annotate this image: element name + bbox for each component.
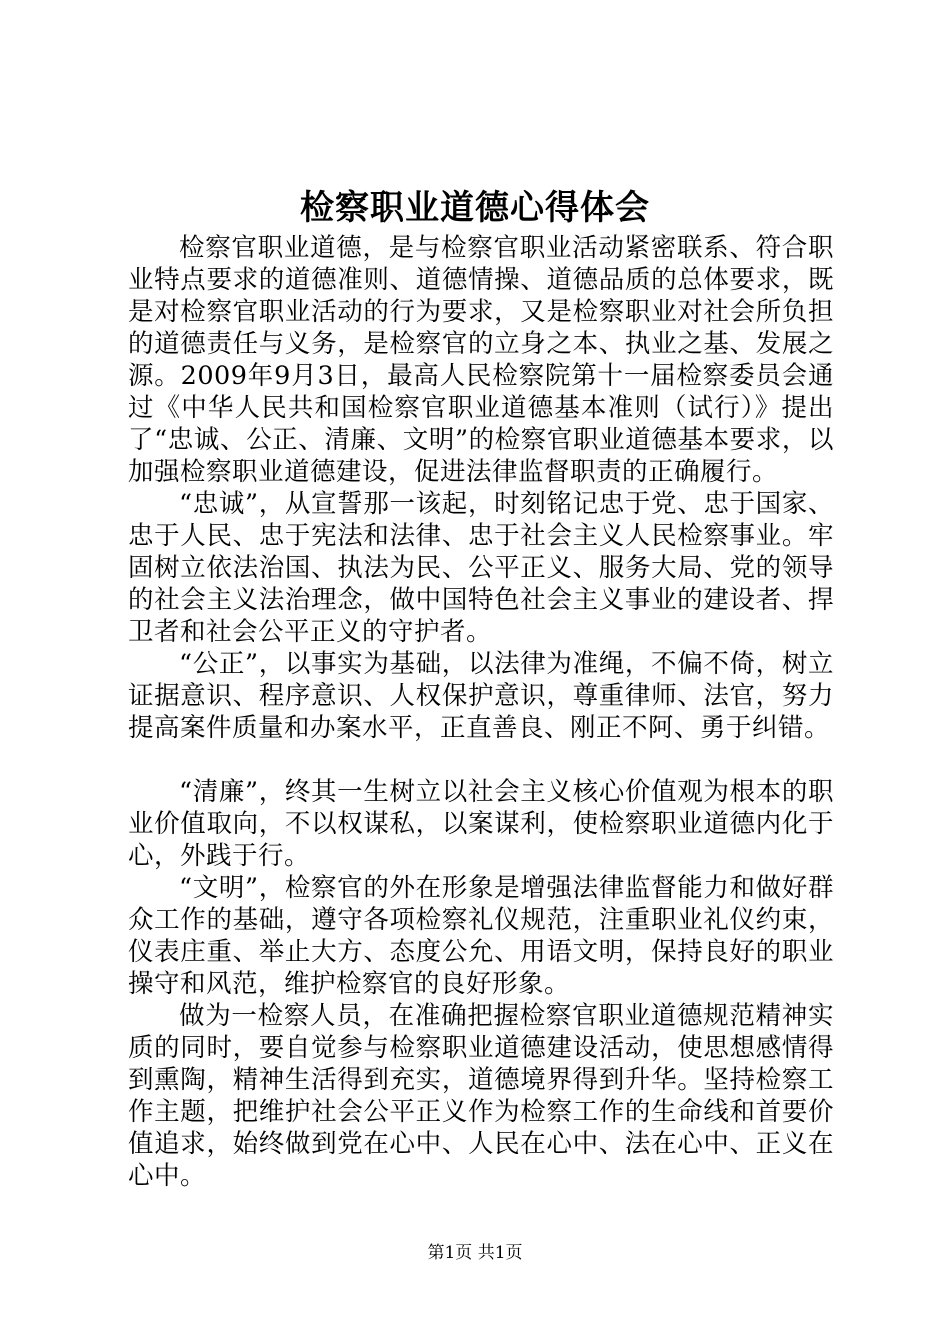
paragraph-intro: 检察官职业道德，是与检察官职业活动紧密联系、符合职业特点要求的道德准则、道德情操、道德品质的总体要求，既是对检察官职业活动的行为要求，又是检察职业对社会所负担的道德责任与义务，是检察官的立身之本、执业之基、发展之源。2009年9月3日，最高人民检察院第十一届检察委员会通过《中华人民共和国检察官职业道德基本准则（试行）》提出了“忠诚、公正、清廉、文明”的检察官职业道德基本要求，以加强检察职业道德建设，促进法律监督职责的正确履行。 <box>128 233 834 487</box>
page-footer: 第1页 共1页 <box>427 1243 523 1263</box>
document-title: 检察职业道德心得体会 <box>300 188 650 228</box>
blank-line <box>128 744 834 776</box>
paragraph-loyalty: “忠诚”，从宣誓那一该起，时刻铭记忠于党、忠于国家、忠于人民、忠于宪法和法律、忠于社会主义人民检察事业。牢固树立依法治国、执法为民、公平正义、服务大局、党的领导的社会主义法治理念，做中国特色社会主义事业的建设者、捍卫者和社会公平正义的守护者。 <box>128 489 834 647</box>
paragraph-integrity: “清廉”，终其一生树立以社会主义核心价值观为根本的职业价值取向，不以权谋私，以案谋利，使检察职业道德内化于心，外践于行。 <box>128 777 834 871</box>
paragraph-civility: “文明”，检察官的外在形象是增强法律监督能力和做好群众工作的基础，遵守各项检察礼仪规范，注重职业礼仪约束，仪表庄重、举止大方、态度公允、用语文明，保持良好的职业操守和风范，维护检察官的良好形象。 <box>128 873 834 999</box>
paragraph-conclusion: 做为一检察人员，在准确把握检察官职业道德规范精神实质的同时，要自觉参与检察职业道德建设活动，使思想感情得到熏陶，精神生活得到充实，道德境界得到升华。坚持检察工作主题，把维护社会公平正义作为检察工作的生命线和首要价值追求，始终做到党在心中、人民在心中、法在心中、正义在心中。 <box>128 1001 834 1191</box>
paragraph-fairness: “公正”，以事实为基础，以法律为准绳，不偏不倚，树立证据意识、程序意识、人权保护意识，尊重律师、法官，努力提高案件质量和办案水平，正直善良、刚正不阿、勇于纠错。 <box>128 649 834 743</box>
document-body <box>128 232 834 1192</box>
